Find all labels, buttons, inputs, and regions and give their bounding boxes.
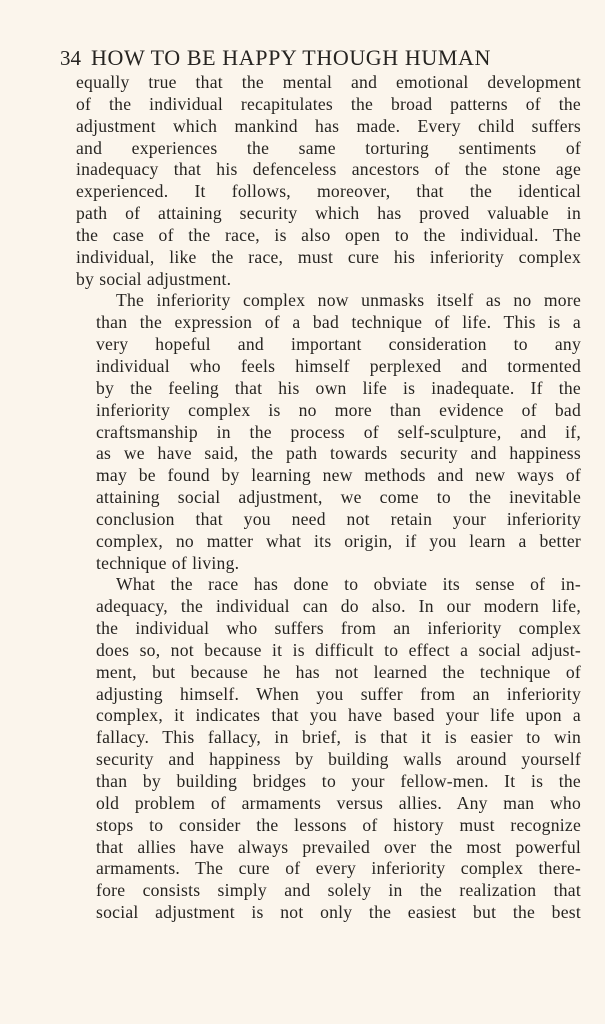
page-number: 34 (60, 46, 81, 70)
text-line: of the individual recapitulates the broad patterns of the (76, 93, 581, 114)
text-line: craftsmanship in the process of self-sculpture, and if, (96, 421, 581, 442)
text-line: the case of the race, is also open to the individual. The (76, 224, 581, 245)
text-line: conclusion that you need not retain your inferiority (96, 508, 581, 529)
text-line: does so, not because it is difficult to effect a social adjust- (96, 639, 581, 660)
text-line: ment, but because he has not learned the technique of (96, 661, 581, 682)
text-line: adequacy, the individual can do also. In our modern life, (96, 596, 581, 617)
text-line: the individual who suffers from an inferiority complex (96, 618, 581, 639)
text-line: and experiences the same torturing sentiments of (76, 137, 581, 158)
text-line: individual who feels himself perplexed and tormented (96, 355, 581, 376)
text-line: complex, no matter what its origin, if you learn a better (96, 530, 581, 551)
text-line: than the expression of a bad technique of life. This is a (96, 312, 581, 333)
text-line: complex, it indicates that you have based your life upon a (96, 705, 581, 726)
text-line: inadequacy that his defenceless ancestors of the stone age (76, 159, 581, 180)
text-line: old problem of armaments versus allies. Any man who (96, 792, 581, 813)
text-line: technique of living. (96, 552, 240, 573)
text-line: may be found by learning new methods and new ways of (96, 465, 581, 486)
text-line: very hopeful and important consideration to any (96, 334, 581, 355)
paragraph (76, 72, 581, 290)
running-header (60, 44, 581, 72)
text-line: What the race has done to obviate its sense of in- (116, 574, 581, 595)
text-line: inferiority complex is no more than evidence of bad (96, 399, 581, 420)
paragraph (76, 290, 581, 574)
text-line: that allies have always prevailed over the most powerful (96, 836, 581, 857)
text-line: stops to consider the lessons of history must recognize (96, 814, 581, 835)
text-line: than by building bridges to your fellow-men. It is the (96, 771, 581, 791)
text-line: attaining social adjustment, we come to the inevitable (96, 487, 581, 508)
book-page (60, 44, 581, 924)
text-line: adjusting himself. When you suffer from an inferiority (96, 683, 581, 704)
paragraph (76, 574, 581, 924)
text-line: armaments. The cure of every inferiority complex there- (96, 858, 581, 879)
text-line: path of attaining security which has proved valuable in (76, 203, 581, 224)
text-line: experienced. It follows, moreover, that the identical (76, 181, 581, 202)
text-line: fore consists simply and solely in the realization that (96, 880, 581, 901)
text-line: equally true that the mental and emotional development (76, 72, 581, 92)
text-line: by the feeling that his own life is inadequate. If the (96, 377, 581, 398)
text-line: as we have said, the path towards security and happiness (96, 443, 581, 464)
text-line: The inferiority complex now unmasks itself as no more (116, 290, 581, 311)
running-title: HOW TO BE HAPPY THOUGH HUMAN (91, 45, 491, 70)
text-line: social adjustment is not only the easiest but the best (96, 902, 581, 923)
text-line: adjustment which mankind has made. Every child suffers (76, 115, 581, 136)
text-line: fallacy. This fallacy, in brief, is that it is easier to win (96, 727, 581, 748)
text-line: security and happiness by building walls around yourself (96, 749, 581, 770)
text-line: by social adjustment. (76, 268, 232, 289)
text-line: individual, like the race, must cure his inferiority complex (76, 246, 581, 267)
body-text (76, 72, 581, 924)
